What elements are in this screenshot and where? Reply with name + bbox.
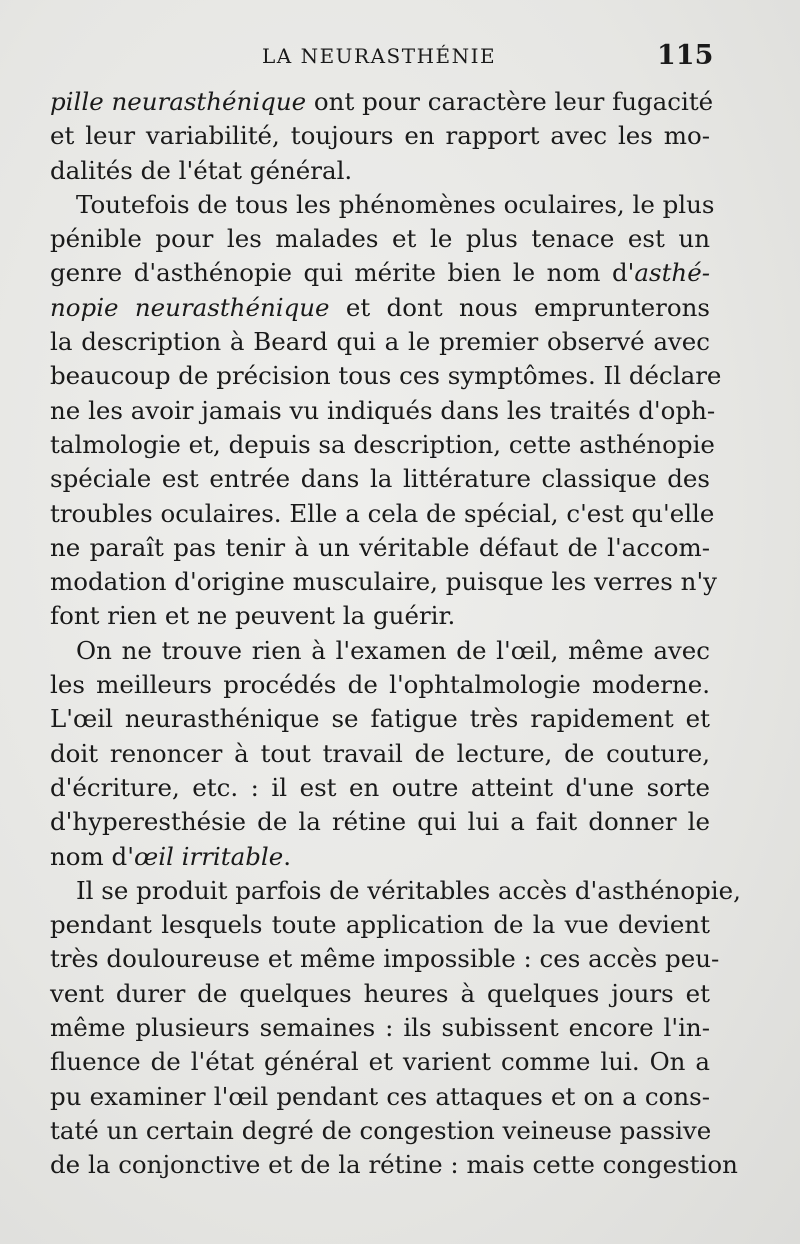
text-line: nom d'œil irritable.: [50, 841, 292, 871]
text-line: les meilleurs procédés de l'ophtalmologie moderne.: [50, 670, 710, 700]
text-line: L'œil neurasthénique se fatigue très rapidement et: [50, 704, 710, 734]
text-line: fluence de l'état général et varient comme lui. On a: [50, 1047, 710, 1077]
text-line: pu examiner l'œil pendant ces attaques et on a cons-: [50, 1081, 710, 1111]
text-line: ne les avoir jamais vu indiqués dans les traités d'oph-: [50, 395, 716, 425]
text-line: d'hyperesthésie de la rétine qui lui a fait donner le: [50, 807, 710, 837]
text-line: ne paraît pas tenir à un véritable défaut de l'accom-: [50, 532, 710, 562]
text-line: pendant lesquels toute application de la vue devient: [50, 910, 710, 940]
text-line: Il se produit parfois de véritables accès d'asthénopie,: [76, 875, 741, 905]
text-line: doit renoncer à tout travail de lecture, de couture,: [50, 738, 710, 768]
page-number: 115: [657, 40, 714, 71]
text-line: taté un certain degré de congestion veineuse passive: [50, 1115, 712, 1145]
text-line: modation d'origine musculaire, puisque les verres n'y: [50, 567, 718, 597]
text-line: genre d'asthénopie qui mérite bien le nom d'asthé-: [50, 258, 710, 288]
body-text: [50, 85, 741, 1183]
text-line: font rien et ne peuvent la guérir.: [50, 601, 456, 631]
text-line: pénible pour les malades et le plus tenace est un: [50, 224, 710, 254]
text-line: talmologie et, depuis sa description, cette asthénopie: [50, 429, 715, 459]
text-line: beaucoup de précision tous ces symptômes. Il déclare: [50, 361, 722, 391]
text-line: dalités de l'état général.: [50, 155, 353, 185]
text-line: même plusieurs semaines : ils subissent encore l'in-: [50, 1013, 710, 1043]
text-line: On ne trouve rien à l'examen de l'œil, même avec: [76, 635, 710, 665]
running-title: LA NEURASTHÉNIE: [262, 44, 497, 68]
text-line: et leur variabilité, toujours en rapport avec les mo-: [50, 121, 710, 151]
text-line: pille neurasthénique ont pour caractère leur fugacité: [50, 87, 714, 116]
text-line: spéciale est entrée dans la littérature classique des: [50, 464, 710, 494]
text-line: nopie neurasthénique et dont nous emprunterons: [50, 292, 710, 322]
text-line: la description à Beard qui a le premier observé avec: [50, 327, 710, 357]
text-line: Toutefois de tous les phénomènes oculaires, le plus: [76, 189, 715, 219]
text-line: vent durer de quelques heures à quelques jours et: [50, 978, 710, 1008]
text-line: troubles oculaires. Elle a cela de spécial, c'est qu'elle: [50, 498, 715, 528]
text-line: d'écriture, etc. : il est en outre atteint d'une sorte: [50, 772, 710, 802]
text-line: de la conjonctive et de la rétine : mais cette congestion: [50, 1150, 738, 1180]
text-line: très douloureuse et même impossible : ces accès peu-: [50, 944, 720, 974]
running-head: [0, 40, 800, 74]
